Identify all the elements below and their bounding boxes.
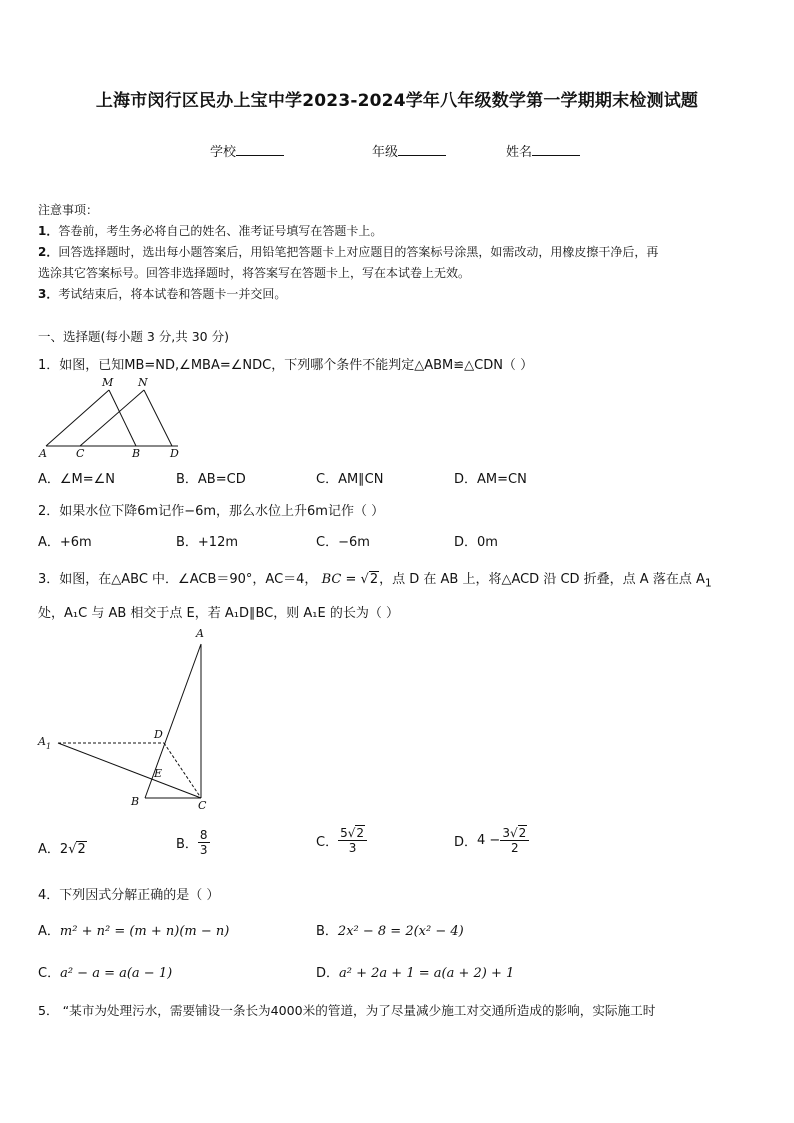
q1-label-b: B — [132, 447, 141, 460]
q3-stem-line2: 处，A₁C 与 AB 相交于点 E，若 A₁D∥BC，则 A₁E 的长为（ ） — [38, 606, 399, 621]
q1-label-n: N — [138, 376, 148, 389]
q1-stem: 1．如图，已知MB=ND,∠MBA=∠NDC，下列哪个条件不能判定△ABM≌△CDN（ ） — [38, 358, 534, 373]
q1-option-b: B．AB=CD — [176, 472, 246, 487]
q3-label-a1-sub: 1 — [46, 742, 52, 751]
q2-option-d: D．0m — [454, 535, 498, 550]
name-label: 姓名 — [506, 145, 533, 160]
q1-line-nd — [144, 390, 172, 446]
q3-label-d: D — [154, 728, 163, 741]
q3-label-b: B — [131, 795, 140, 808]
q3-line-a1c — [58, 743, 201, 798]
q5-stem: 5． “某市为处理污水，需要铺设一条长为4000米的管道，为了尽量减少施工对交通所造成的影响，实际施工时 — [38, 1003, 656, 1018]
name-blank — [532, 143, 580, 156]
q4-option-d: D．a² + 2a + 1 = a(a + 2) + 1 — [316, 966, 515, 981]
q3-line-dc — [164, 743, 201, 798]
q3-option-c: C． $\frac{5√2}{3}$ — [316, 826, 367, 855]
school-blank — [236, 143, 284, 156]
q2-option-b: B．+12m — [176, 535, 239, 550]
q1-line-mb — [109, 390, 136, 446]
q3-bc: BC — [321, 572, 342, 587]
q1-line-am — [46, 390, 109, 446]
notice-heading: 注意事项： — [38, 203, 99, 217]
q4-option-c: C．a² − a = a(a − 1) — [38, 966, 173, 981]
q3-figure — [30, 624, 220, 814]
notice-block — [38, 200, 760, 305]
school-field — [210, 141, 284, 160]
q2-option-a: A．+6m — [38, 535, 92, 550]
q3-label-a: A — [196, 627, 204, 640]
q4-option-b: B．2x² − 8 = 2(x² − 4) — [316, 924, 464, 939]
q1-option-d: D．AM=CN — [454, 472, 527, 487]
q2-stem: 2．如果水位下降6m记作−6m，那么水位上升6m记作（ ） — [38, 504, 385, 519]
grade-label: 年级 — [372, 145, 399, 160]
grade-blank — [398, 143, 446, 156]
notice-item: 1．答卷前，考生务必将自己的姓名、准考证号填写在答题卡上。 — [38, 224, 383, 238]
q3-option-a: A．2√2 — [38, 842, 86, 857]
q2-option-c: C．−6m — [316, 535, 370, 550]
grade-field — [372, 141, 446, 160]
q1-figure — [36, 376, 186, 460]
q3-option-d: D．4 − $\frac{3√2}{2}$ — [454, 826, 529, 855]
notice-item: 选涂其它答案标号。回答非选择题时，将答案写在答题卡上，写在本试卷上无效。 — [38, 266, 471, 280]
q1-option-a: A．∠M=∠N — [38, 472, 116, 487]
q1-label-a: A — [39, 447, 47, 460]
q3-stem: 3．如图，在△ABC 中．∠ACB＝90°，AC＝4， BC = √2，点 D 在 AB 上，将△ACD 沿 CD 折叠，点 A 落在点 $A_1$ — [38, 572, 712, 590]
q3-sqrt: √2 — [360, 572, 379, 587]
name-field — [506, 141, 580, 160]
q1-option-c: C．AM∥CN — [316, 472, 384, 487]
q3-label-c: C — [198, 799, 207, 812]
q3-option-b: B． $\frac{8}{3}$ — [176, 828, 208, 857]
q1-label-d: D — [170, 447, 179, 460]
q3-label-a1: A — [38, 735, 46, 748]
q3-label-e: E — [154, 767, 163, 780]
q4-stem: 4．下列因式分解正确的是（ ） — [38, 888, 220, 903]
school-label: 学校 — [210, 145, 237, 160]
q1-label-c: C — [76, 447, 85, 460]
q1-label-m: M — [102, 376, 114, 389]
q1-line-cn — [80, 390, 144, 446]
notice-item: 2．回答选择题时，选出每小题答案后，用铅笔把答题卡上对应题目的答案标号涂黑，如需改动，用橡皮擦干净后，再 — [38, 245, 659, 259]
notice-item: 3．考试结束后，将本试卷和答题卡一并交回。 — [38, 287, 287, 301]
q4-option-a: A．m² + n² = (m + n)(m − n) — [38, 924, 230, 939]
page-title: 上海市闵行区民办上宝中学2023-2024学年八年级数学第一学期期末检测试题 — [95, 91, 699, 111]
section-heading: 一、选择题(每小题 3 分,共 30 分) — [38, 329, 229, 344]
